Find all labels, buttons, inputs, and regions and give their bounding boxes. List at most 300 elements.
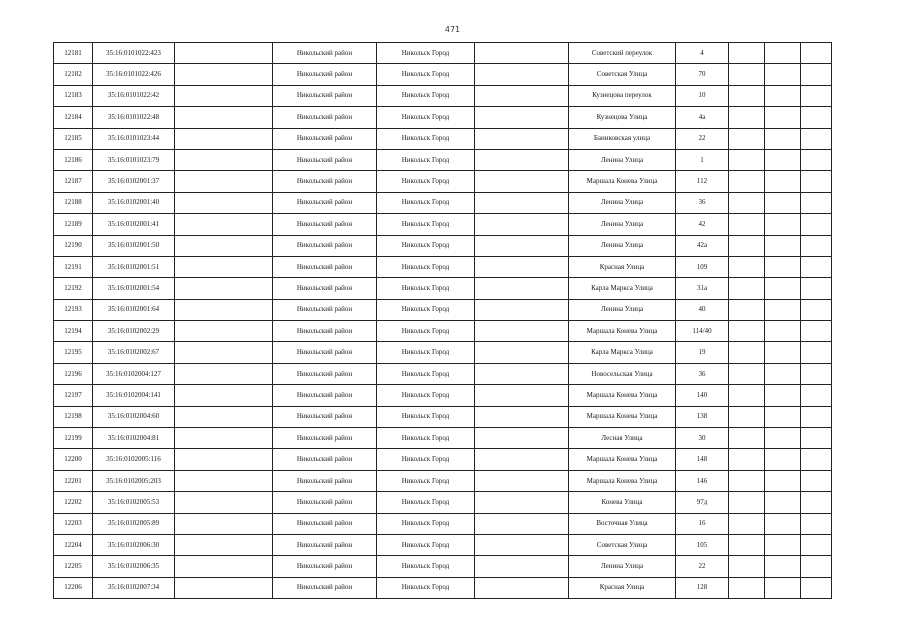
cadastral-number-cell: 35:16:0102001:50 — [93, 235, 175, 256]
district-cell: Никольский район — [273, 192, 377, 213]
col-blank-b-cell — [475, 235, 569, 256]
col-blank-c-cell — [729, 235, 765, 256]
house-number-cell: 30 — [676, 428, 729, 449]
house-number-cell: 42 — [676, 214, 729, 235]
cadastral-number-cell: 35:16:0102004:141 — [93, 385, 175, 406]
district-cell: Никольский район — [273, 556, 377, 577]
locality-cell: Никольск Город — [377, 577, 475, 598]
col-blank-e-cell — [801, 470, 832, 491]
col-blank-b-cell — [475, 363, 569, 384]
record-number-cell: 12204 — [54, 534, 93, 555]
col-blank-e-cell — [801, 64, 832, 85]
col-blank-a-cell — [175, 513, 273, 534]
col-blank-a-cell — [175, 43, 273, 64]
col-blank-d-cell — [765, 449, 801, 470]
col-blank-a-cell — [175, 171, 273, 192]
record-number-cell: 12201 — [54, 470, 93, 491]
col-blank-c-cell — [729, 299, 765, 320]
col-blank-a-cell — [175, 214, 273, 235]
col-blank-b-cell — [475, 85, 569, 106]
col-blank-b-cell — [475, 492, 569, 513]
col-blank-e-cell — [801, 534, 832, 555]
col-blank-a-cell — [175, 492, 273, 513]
street-cell: Маршала Конева Улица — [569, 406, 676, 427]
col-blank-c-cell — [729, 171, 765, 192]
house-number-cell: 97д — [676, 492, 729, 513]
col-blank-e-cell — [801, 214, 832, 235]
house-number-cell: 128 — [676, 577, 729, 598]
house-number-cell: 114/40 — [676, 321, 729, 342]
record-number-cell: 12193 — [54, 299, 93, 320]
col-blank-e-cell — [801, 256, 832, 277]
col-blank-d-cell — [765, 513, 801, 534]
table-row — [54, 43, 832, 64]
street-cell: Лесная Улица — [569, 428, 676, 449]
registry-body — [54, 43, 832, 599]
cadastral-number-cell: 35:16:0101022:426 — [93, 64, 175, 85]
col-blank-e-cell — [801, 363, 832, 384]
col-blank-e-cell — [801, 556, 832, 577]
locality-cell: Никольск Город — [377, 214, 475, 235]
street-cell: Красная Улица — [569, 256, 676, 277]
record-number-cell: 12191 — [54, 256, 93, 277]
record-number-cell: 12186 — [54, 149, 93, 170]
locality-cell: Никольск Город — [377, 363, 475, 384]
col-blank-b-cell — [475, 64, 569, 85]
district-cell: Никольский район — [273, 43, 377, 64]
cadastral-number-cell: 35:16:0102005:203 — [93, 470, 175, 491]
locality-cell: Никольск Город — [377, 321, 475, 342]
col-blank-c-cell — [729, 43, 765, 64]
street-cell: Маршала Конева Улица — [569, 470, 676, 491]
locality-cell: Никольск Город — [377, 107, 475, 128]
col-blank-b-cell — [475, 128, 569, 149]
table-row — [54, 321, 832, 342]
col-blank-b-cell — [475, 428, 569, 449]
table-row — [54, 107, 832, 128]
col-blank-d-cell — [765, 577, 801, 598]
locality-cell: Никольск Город — [377, 385, 475, 406]
district-cell: Никольский район — [273, 492, 377, 513]
col-blank-a-cell — [175, 299, 273, 320]
district-cell: Никольский район — [273, 85, 377, 106]
record-number-cell: 12196 — [54, 363, 93, 384]
street-cell: Ленина Улица — [569, 556, 676, 577]
col-blank-c-cell — [729, 128, 765, 149]
col-blank-c-cell — [729, 556, 765, 577]
house-number-cell: 22 — [676, 128, 729, 149]
street-cell: Ленина Улица — [569, 192, 676, 213]
house-number-cell: 146 — [676, 470, 729, 491]
record-number-cell: 12181 — [54, 43, 93, 64]
col-blank-e-cell — [801, 342, 832, 363]
street-cell: Восточная Улица — [569, 513, 676, 534]
col-blank-d-cell — [765, 556, 801, 577]
street-cell: Ленина Улица — [569, 149, 676, 170]
col-blank-a-cell — [175, 428, 273, 449]
col-blank-c-cell — [729, 492, 765, 513]
record-number-cell: 12189 — [54, 214, 93, 235]
col-blank-b-cell — [475, 171, 569, 192]
col-blank-d-cell — [765, 235, 801, 256]
col-blank-d-cell — [765, 406, 801, 427]
table-row — [54, 128, 832, 149]
col-blank-b-cell — [475, 342, 569, 363]
col-blank-e-cell — [801, 406, 832, 427]
locality-cell: Никольск Город — [377, 449, 475, 470]
col-blank-c-cell — [729, 107, 765, 128]
cadastral-number-cell: 35:16:0101023:79 — [93, 149, 175, 170]
record-number-cell: 12194 — [54, 321, 93, 342]
locality-cell: Никольск Город — [377, 299, 475, 320]
cadastral-number-cell: 35:16:0102006:30 — [93, 534, 175, 555]
col-blank-c-cell — [729, 428, 765, 449]
col-blank-a-cell — [175, 64, 273, 85]
district-cell: Никольский район — [273, 171, 377, 192]
table-row — [54, 235, 832, 256]
district-cell: Никольский район — [273, 342, 377, 363]
col-blank-c-cell — [729, 342, 765, 363]
col-blank-c-cell — [729, 406, 765, 427]
cadastral-number-cell: 35:16:0101023:44 — [93, 128, 175, 149]
house-number-cell: 19 — [676, 342, 729, 363]
col-blank-c-cell — [729, 214, 765, 235]
cadastral-number-cell: 35:16:0102005:53 — [93, 492, 175, 513]
district-cell: Никольский район — [273, 513, 377, 534]
col-blank-c-cell — [729, 577, 765, 598]
district-cell: Никольский район — [273, 363, 377, 384]
col-blank-d-cell — [765, 278, 801, 299]
cadastral-number-cell: 35:16:0102004:127 — [93, 363, 175, 384]
record-number-cell: 12182 — [54, 64, 93, 85]
house-number-cell: 138 — [676, 406, 729, 427]
cadastral-number-cell: 35:16:0102001:51 — [93, 256, 175, 277]
col-blank-b-cell — [475, 43, 569, 64]
table-row — [54, 64, 832, 85]
col-blank-a-cell — [175, 192, 273, 213]
street-cell: Ленина Улица — [569, 299, 676, 320]
street-cell: Красная Улица — [569, 577, 676, 598]
street-cell: Карла Маркса Улица — [569, 342, 676, 363]
record-number-cell: 12205 — [54, 556, 93, 577]
col-blank-b-cell — [475, 513, 569, 534]
table-row — [54, 342, 832, 363]
table-row — [54, 406, 832, 427]
col-blank-e-cell — [801, 385, 832, 406]
col-blank-e-cell — [801, 192, 832, 213]
district-cell: Никольский район — [273, 428, 377, 449]
col-blank-e-cell — [801, 428, 832, 449]
house-number-cell: 40 — [676, 299, 729, 320]
col-blank-b-cell — [475, 406, 569, 427]
house-number-cell: 109 — [676, 256, 729, 277]
street-cell: Маршала Конева Улица — [569, 321, 676, 342]
record-number-cell: 12184 — [54, 107, 93, 128]
col-blank-d-cell — [765, 299, 801, 320]
col-blank-b-cell — [475, 470, 569, 491]
street-cell: Конева Улица — [569, 492, 676, 513]
cadastral-number-cell: 35:16:0102005:116 — [93, 449, 175, 470]
house-number-cell: 4а — [676, 107, 729, 128]
locality-cell: Никольск Город — [377, 171, 475, 192]
table-row — [54, 299, 832, 320]
record-number-cell: 12197 — [54, 385, 93, 406]
col-blank-b-cell — [475, 449, 569, 470]
record-number-cell: 12195 — [54, 342, 93, 363]
col-blank-e-cell — [801, 149, 832, 170]
col-blank-e-cell — [801, 43, 832, 64]
col-blank-b-cell — [475, 534, 569, 555]
table-row — [54, 171, 832, 192]
locality-cell: Никольск Город — [377, 342, 475, 363]
house-number-cell: 36 — [676, 363, 729, 384]
table-row — [54, 556, 832, 577]
district-cell: Никольский район — [273, 128, 377, 149]
col-blank-e-cell — [801, 235, 832, 256]
locality-cell: Никольск Город — [377, 492, 475, 513]
district-cell: Никольский район — [273, 577, 377, 598]
col-blank-b-cell — [475, 385, 569, 406]
table-row — [54, 278, 832, 299]
locality-cell: Никольск Город — [377, 235, 475, 256]
col-blank-b-cell — [475, 299, 569, 320]
col-blank-a-cell — [175, 534, 273, 555]
cadastral-number-cell: 35:16:0101022:423 — [93, 43, 175, 64]
col-blank-d-cell — [765, 192, 801, 213]
house-number-cell: 22 — [676, 556, 729, 577]
house-number-cell: 70 — [676, 64, 729, 85]
col-blank-b-cell — [475, 556, 569, 577]
col-blank-a-cell — [175, 470, 273, 491]
table-row — [54, 149, 832, 170]
record-number-cell: 12200 — [54, 449, 93, 470]
record-number-cell: 12188 — [54, 192, 93, 213]
col-blank-e-cell — [801, 577, 832, 598]
record-number-cell: 12185 — [54, 128, 93, 149]
district-cell: Никольский район — [273, 278, 377, 299]
house-number-cell: 105 — [676, 534, 729, 555]
col-blank-d-cell — [765, 43, 801, 64]
col-blank-e-cell — [801, 492, 832, 513]
locality-cell: Никольск Город — [377, 556, 475, 577]
district-cell: Никольский район — [273, 470, 377, 491]
col-blank-d-cell — [765, 321, 801, 342]
col-blank-a-cell — [175, 449, 273, 470]
street-cell: Ленина Улица — [569, 214, 676, 235]
house-number-cell: 140 — [676, 385, 729, 406]
col-blank-d-cell — [765, 85, 801, 106]
col-blank-a-cell — [175, 385, 273, 406]
record-number-cell: 12199 — [54, 428, 93, 449]
col-blank-a-cell — [175, 107, 273, 128]
col-blank-e-cell — [801, 107, 832, 128]
record-number-cell: 12190 — [54, 235, 93, 256]
col-blank-e-cell — [801, 513, 832, 534]
district-cell: Никольский район — [273, 214, 377, 235]
table-row — [54, 513, 832, 534]
col-blank-c-cell — [729, 534, 765, 555]
district-cell: Никольский район — [273, 406, 377, 427]
cadastral-number-cell: 35:16:0102002:29 — [93, 321, 175, 342]
locality-cell: Никольск Город — [377, 256, 475, 277]
col-blank-a-cell — [175, 406, 273, 427]
street-cell: Маршала Конева Улица — [569, 385, 676, 406]
locality-cell: Никольск Город — [377, 85, 475, 106]
cadastral-number-cell: 35:16:0102002:67 — [93, 342, 175, 363]
locality-cell: Никольск Город — [377, 128, 475, 149]
col-blank-d-cell — [765, 342, 801, 363]
col-blank-c-cell — [729, 449, 765, 470]
col-blank-e-cell — [801, 449, 832, 470]
street-cell: Маршала Конева Улица — [569, 449, 676, 470]
col-blank-c-cell — [729, 385, 765, 406]
table-row — [54, 214, 832, 235]
col-blank-a-cell — [175, 128, 273, 149]
cadastral-number-cell: 35:16:0102001:54 — [93, 278, 175, 299]
cadastral-number-cell: 35:16:0102001:41 — [93, 214, 175, 235]
house-number-cell: 36 — [676, 192, 729, 213]
street-cell: Советская Улица — [569, 534, 676, 555]
street-cell: Ленина Улица — [569, 235, 676, 256]
col-blank-e-cell — [801, 171, 832, 192]
locality-cell: Никольск Город — [377, 406, 475, 427]
district-cell: Никольский район — [273, 534, 377, 555]
col-blank-a-cell — [175, 342, 273, 363]
locality-cell: Никольск Город — [377, 43, 475, 64]
street-cell: Баниковская улица — [569, 128, 676, 149]
house-number-cell: 31а — [676, 278, 729, 299]
district-cell: Никольский район — [273, 385, 377, 406]
street-cell: Карла Маркса Улица — [569, 278, 676, 299]
col-blank-e-cell — [801, 128, 832, 149]
col-blank-c-cell — [729, 64, 765, 85]
col-blank-a-cell — [175, 278, 273, 299]
table-row — [54, 577, 832, 598]
table-row — [54, 449, 832, 470]
table-row — [54, 256, 832, 277]
col-blank-a-cell — [175, 149, 273, 170]
registry-table — [53, 42, 832, 599]
cadastral-number-cell: 35:16:0102007:34 — [93, 577, 175, 598]
col-blank-c-cell — [729, 85, 765, 106]
col-blank-c-cell — [729, 363, 765, 384]
cadastral-number-cell: 35:16:0102001:40 — [93, 192, 175, 213]
col-blank-b-cell — [475, 321, 569, 342]
locality-cell: Никольск Город — [377, 278, 475, 299]
col-blank-d-cell — [765, 470, 801, 491]
locality-cell: Никольск Город — [377, 192, 475, 213]
col-blank-d-cell — [765, 385, 801, 406]
street-cell: Советский переулок — [569, 43, 676, 64]
col-blank-d-cell — [765, 128, 801, 149]
house-number-cell: 112 — [676, 171, 729, 192]
col-blank-a-cell — [175, 577, 273, 598]
col-blank-a-cell — [175, 235, 273, 256]
record-number-cell: 12206 — [54, 577, 93, 598]
col-blank-b-cell — [475, 214, 569, 235]
col-blank-d-cell — [765, 149, 801, 170]
col-blank-a-cell — [175, 256, 273, 277]
record-number-cell: 12192 — [54, 278, 93, 299]
col-blank-e-cell — [801, 299, 832, 320]
locality-cell: Никольск Город — [377, 428, 475, 449]
house-number-cell: 1 — [676, 149, 729, 170]
col-blank-d-cell — [765, 107, 801, 128]
col-blank-b-cell — [475, 107, 569, 128]
house-number-cell: 4 — [676, 43, 729, 64]
street-cell: Новосельская Улица — [569, 363, 676, 384]
house-number-cell: 16 — [676, 513, 729, 534]
col-blank-d-cell — [765, 171, 801, 192]
street-cell: Советская Улица — [569, 64, 676, 85]
col-blank-e-cell — [801, 278, 832, 299]
table-row — [54, 428, 832, 449]
record-number-cell: 12187 — [54, 171, 93, 192]
street-cell: Кузнецова Улица — [569, 107, 676, 128]
col-blank-c-cell — [729, 278, 765, 299]
col-blank-d-cell — [765, 428, 801, 449]
col-blank-e-cell — [801, 85, 832, 106]
record-number-cell: 12203 — [54, 513, 93, 534]
col-blank-c-cell — [729, 149, 765, 170]
col-blank-d-cell — [765, 534, 801, 555]
col-blank-a-cell — [175, 556, 273, 577]
cadastral-number-cell: 35:16:0102006:35 — [93, 556, 175, 577]
cadastral-number-cell: 35:16:0101022:48 — [93, 107, 175, 128]
col-blank-c-cell — [729, 192, 765, 213]
table-row — [54, 192, 832, 213]
cadastral-number-cell: 35:16:0102004:60 — [93, 406, 175, 427]
locality-cell: Никольск Город — [377, 513, 475, 534]
col-blank-b-cell — [475, 577, 569, 598]
district-cell: Никольский район — [273, 107, 377, 128]
col-blank-d-cell — [765, 256, 801, 277]
district-cell: Никольский район — [273, 299, 377, 320]
locality-cell: Никольск Город — [377, 470, 475, 491]
col-blank-d-cell — [765, 64, 801, 85]
page-number: 471 — [444, 25, 461, 34]
table-row — [54, 85, 832, 106]
cadastral-number-cell: 35:16:0101022:42 — [93, 85, 175, 106]
house-number-cell: 10 — [676, 85, 729, 106]
locality-cell: Никольск Город — [377, 64, 475, 85]
col-blank-d-cell — [765, 214, 801, 235]
col-blank-d-cell — [765, 363, 801, 384]
house-number-cell: 42а — [676, 235, 729, 256]
col-blank-b-cell — [475, 278, 569, 299]
col-blank-b-cell — [475, 256, 569, 277]
col-blank-a-cell — [175, 363, 273, 384]
col-blank-c-cell — [729, 470, 765, 491]
record-number-cell: 12202 — [54, 492, 93, 513]
col-blank-a-cell — [175, 321, 273, 342]
locality-cell: Никольск Город — [377, 149, 475, 170]
cadastral-number-cell: 35:16:0102005:89 — [93, 513, 175, 534]
col-blank-c-cell — [729, 513, 765, 534]
cadastral-number-cell: 35:16:0102004:81 — [93, 428, 175, 449]
district-cell: Никольский район — [273, 321, 377, 342]
district-cell: Никольский район — [273, 256, 377, 277]
record-number-cell: 12183 — [54, 85, 93, 106]
district-cell: Никольский район — [273, 149, 377, 170]
col-blank-b-cell — [475, 192, 569, 213]
col-blank-c-cell — [729, 321, 765, 342]
record-number-cell: 12198 — [54, 406, 93, 427]
table-row — [54, 363, 832, 384]
cadastral-number-cell: 35:16:0102001:64 — [93, 299, 175, 320]
col-blank-e-cell — [801, 321, 832, 342]
col-blank-a-cell — [175, 85, 273, 106]
